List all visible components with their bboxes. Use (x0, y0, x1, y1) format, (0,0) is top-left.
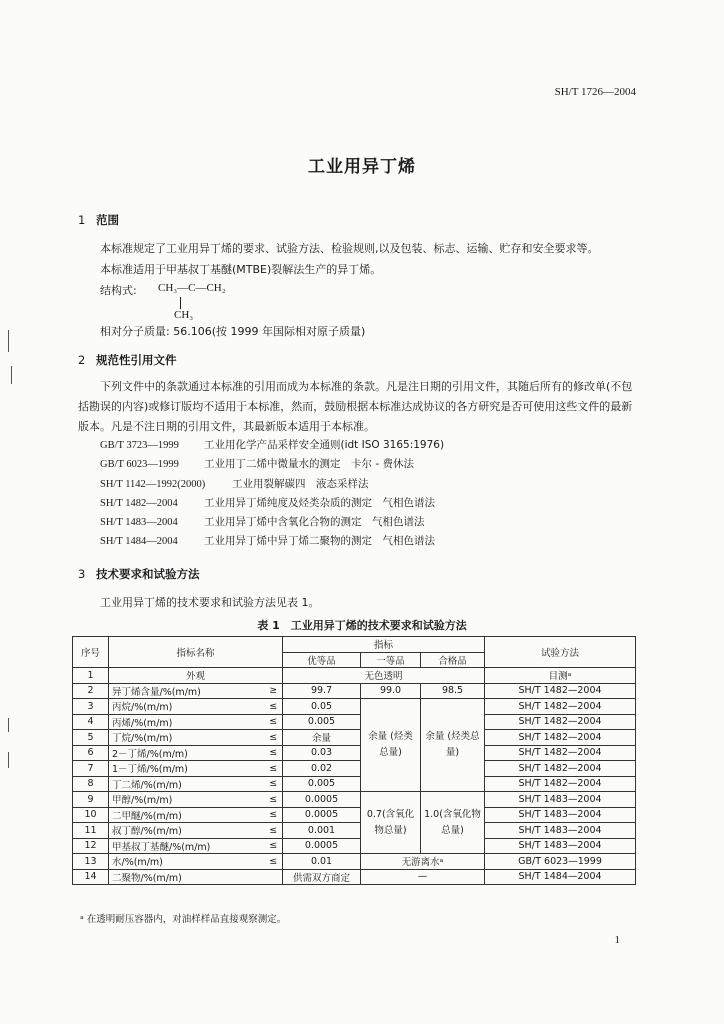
table-row (73, 792, 636, 808)
header-index: 指标 (283, 637, 485, 653)
table-row (73, 823, 636, 839)
cell-seq: 6 (73, 745, 109, 761)
cell-symbol (265, 869, 283, 885)
cell-seq: 2 (73, 683, 109, 699)
reference-title: 工业用异丁烯中含氧化合物的测定 气相色谱法 (204, 516, 425, 529)
cell-method: SH/T 1483—2004 (485, 792, 636, 808)
cell-superior: 0.03 (283, 745, 361, 761)
molecular-mass: 相对分子质量: 56.106(按 1999 年国际相对原子质量) (100, 325, 366, 338)
section-number: 2 (78, 353, 86, 367)
reference-item (100, 455, 444, 474)
cell-method: SH/T 1482—2004 (485, 699, 636, 715)
cell-symbol: ≤ (265, 761, 283, 777)
references-intro: 下列文件中的条款通过本标准的引用而成为本标准的条款。凡是注日期的引用文件，其随后所有的修改单(不包括勘误的内容)或修订版均不适用于本标准，然而，鼓励根据本标准达成协议的各方研究是否可使用这些文件的最新版本。凡是不注日期的引用文件，其最新版本适用于本标准。 (78, 380, 633, 433)
cell-qualified: 98.5 (421, 683, 485, 699)
table-row (73, 668, 636, 684)
scan-margin-mark (8, 752, 9, 768)
cell-oxygenates-qualified: 1.0(含氧化物总量) (421, 792, 485, 854)
table-row (73, 854, 636, 870)
cell-method: SH/T 1482—2004 (485, 683, 636, 699)
header-method: 试验方法 (485, 637, 636, 668)
section-title: 范围 (96, 213, 119, 227)
cell-symbol: ≤ (265, 745, 283, 761)
reference-title: 工业用异丁烯纯度及烃类杂质的测定 气相色谱法 (204, 496, 435, 509)
cell-name: 甲醇/%(m/m) (109, 792, 265, 808)
cell-method: SH/T 1484—2004 (485, 869, 636, 885)
header-seq: 序号 (73, 637, 109, 668)
header-qualified: 合格品 (421, 652, 485, 668)
cell-seq: 11 (73, 823, 109, 839)
cell-first: 99.0 (361, 683, 421, 699)
cell-name: 叔丁醇/%(m/m) (109, 823, 265, 839)
spec-table (72, 636, 636, 885)
formula-branch: CH₃ (174, 309, 194, 321)
cell-seq: 10 (73, 807, 109, 823)
table-caption: 表 1 工业用异丁烯的技术要求和试验方法 (257, 619, 467, 632)
cell-method: 目测ᵃ (485, 668, 636, 684)
cell-name: 二甲醚/%(m/m) (109, 807, 265, 823)
cell-superior: 0.005 (283, 714, 361, 730)
reference-item (100, 494, 444, 513)
reference-code: SH/T 1482—2004 (100, 497, 178, 509)
cell-first: — (361, 869, 485, 885)
table-footnote: ᵃ 在透明耐压容器内，对油样样品直接观察测定。 (80, 914, 287, 925)
cell-method: SH/T 1483—2004 (485, 823, 636, 839)
cell-first: 无游离水ᵃ (361, 854, 485, 870)
cell-superior: 0.05 (283, 699, 361, 715)
cell-method: SH/T 1482—2004 (485, 776, 636, 792)
reference-title: 工业用异丁烯中异丁烯二聚物的测定 气相色谱法 (204, 535, 435, 548)
cell-superior: 0.0005 (283, 792, 361, 808)
formula-main-chain: CH₃—C—CH₂ (158, 282, 226, 294)
reference-code: SH/T 1484—2004 (100, 536, 178, 548)
reference-code: GB/T 6023—1999 (100, 459, 179, 471)
table-row (73, 745, 636, 761)
reference-code: SH/T 1483—2004 (100, 517, 178, 529)
scan-margin-mark (11, 366, 12, 384)
cell-method: GB/T 6023—1999 (485, 854, 636, 870)
table-row (73, 730, 636, 746)
cell-superior: 0.02 (283, 761, 361, 777)
cell-method: SH/T 1482—2004 (485, 745, 636, 761)
cell-seq: 8 (73, 776, 109, 792)
cell-superior: 0.01 (283, 854, 361, 870)
document-title: 工业用异丁烯 (308, 157, 416, 177)
reference-item (100, 532, 444, 551)
cell-method: SH/T 1482—2004 (485, 761, 636, 777)
cell-superior: 无色透明 (283, 668, 485, 684)
header-name: 指标名称 (109, 637, 283, 668)
reference-title: 工业用化学产品采样安全通则(idt ISO 3165:1976) (204, 439, 445, 451)
cell-name: 丁烷/%(m/m) (109, 730, 265, 746)
page-number: 1 (614, 934, 620, 946)
cell-name: 甲基叔丁基醚/%(m/m) (109, 838, 265, 854)
cell-name: 1－丁烯/%(m/m) (109, 761, 265, 777)
formula-bond-line (180, 297, 181, 309)
table-row (73, 683, 636, 699)
cell-symbol: ≤ (265, 714, 283, 730)
cell-seq: 1 (73, 668, 109, 684)
section-title: 规范性引用文件 (96, 353, 177, 367)
cell-seq: 7 (73, 761, 109, 777)
cell-superior: 余量 (283, 730, 361, 746)
cell-name: 异丁烯含量/%(m/m) (109, 683, 265, 699)
cell-superior: 0.005 (283, 776, 361, 792)
cell-name: 2－丁烯/%(m/m) (109, 745, 265, 761)
reference-title: 工业用丁二烯中微量水的测定 卡尔 - 费休法 (204, 458, 414, 471)
cell-seq: 12 (73, 838, 109, 854)
table-header-row (73, 637, 636, 653)
cell-superior: 0.0005 (283, 838, 361, 854)
standard-code: SH/T 1726—2004 (554, 86, 636, 98)
cell-superior: 供需双方商定 (283, 869, 361, 885)
cell-name: 丁二烯/%(m/m) (109, 776, 265, 792)
table-row (73, 869, 636, 885)
cell-symbol: ≤ (265, 730, 283, 746)
reference-code: SH/T 1142—1992(2000) (100, 478, 206, 490)
section-3-text: 工业用异丁烯的技术要求和试验方法见表 1。 (100, 596, 320, 609)
cell-symbol: ≤ (265, 792, 283, 808)
section-2-heading (78, 352, 177, 368)
scope-paragraph-1: 本标准规定了工业用异丁烯的要求、试验方法、检验规则,以及包装、标志、运输、贮存和安全要求等。 (100, 242, 599, 255)
cell-method: SH/T 1482—2004 (485, 714, 636, 730)
cell-symbol: ≤ (265, 823, 283, 839)
cell-seq: 5 (73, 730, 109, 746)
cell-hydrocarbon-qualified: 余量 (烃类总量) (421, 699, 485, 792)
cell-seq: 14 (73, 869, 109, 885)
cell-superior: 99.7 (283, 683, 361, 699)
cell-method: SH/T 1483—2004 (485, 838, 636, 854)
header-superior: 优等品 (283, 652, 361, 668)
table-row (73, 699, 636, 715)
reference-item (100, 475, 444, 494)
cell-symbol: ≤ (265, 838, 283, 854)
table-row (73, 761, 636, 777)
cell-name: 外观 (109, 668, 283, 684)
cell-seq: 9 (73, 792, 109, 808)
table-row (73, 807, 636, 823)
cell-seq: 13 (73, 854, 109, 870)
cell-superior: 0.0005 (283, 807, 361, 823)
table-row (73, 714, 636, 730)
cell-symbol: ≥ (265, 683, 283, 699)
cell-method: SH/T 1483—2004 (485, 807, 636, 823)
cell-method: SH/T 1482—2004 (485, 730, 636, 746)
cell-name: 丙烷/%(m/m) (109, 699, 265, 715)
cell-oxygenates-first: 0.7(含氧化物总量) (361, 792, 421, 854)
section-number: 1 (78, 213, 86, 227)
formula-label: 结构式: (100, 284, 137, 297)
cell-symbol: ≤ (265, 854, 283, 870)
reference-item (100, 436, 444, 455)
scan-margin-mark (8, 718, 9, 732)
cell-name: 丙烯/%(m/m) (109, 714, 265, 730)
cell-superior: 0.001 (283, 823, 361, 839)
reference-item (100, 513, 444, 532)
table-row (73, 838, 636, 854)
reference-code: GB/T 3723—1999 (100, 440, 179, 451)
cell-hydrocarbon-first: 余量 (烃类总量) (361, 699, 421, 792)
cell-symbol: ≤ (265, 776, 283, 792)
reference-list (100, 436, 444, 552)
table-row (73, 776, 636, 792)
section-3-heading (78, 566, 200, 582)
cell-symbol: ≤ (265, 699, 283, 715)
section-title: 技术要求和试验方法 (96, 567, 200, 581)
cell-symbol: ≤ (265, 807, 283, 823)
cell-name: 水/%(m/m) (109, 854, 265, 870)
scope-paragraph-2: 本标准适用于甲基叔丁基醚(MTBE)裂解法生产的异丁烯。 (100, 263, 382, 276)
section-number: 3 (78, 567, 86, 581)
cell-seq: 3 (73, 699, 109, 715)
cell-seq: 4 (73, 714, 109, 730)
section-1-heading (78, 212, 119, 228)
scan-margin-mark (8, 330, 9, 352)
cell-name: 二聚物/%(m/m) (109, 869, 265, 885)
header-first: 一等品 (361, 652, 421, 668)
reference-title: 工业用裂解碳四 液态采样法 (232, 477, 369, 490)
